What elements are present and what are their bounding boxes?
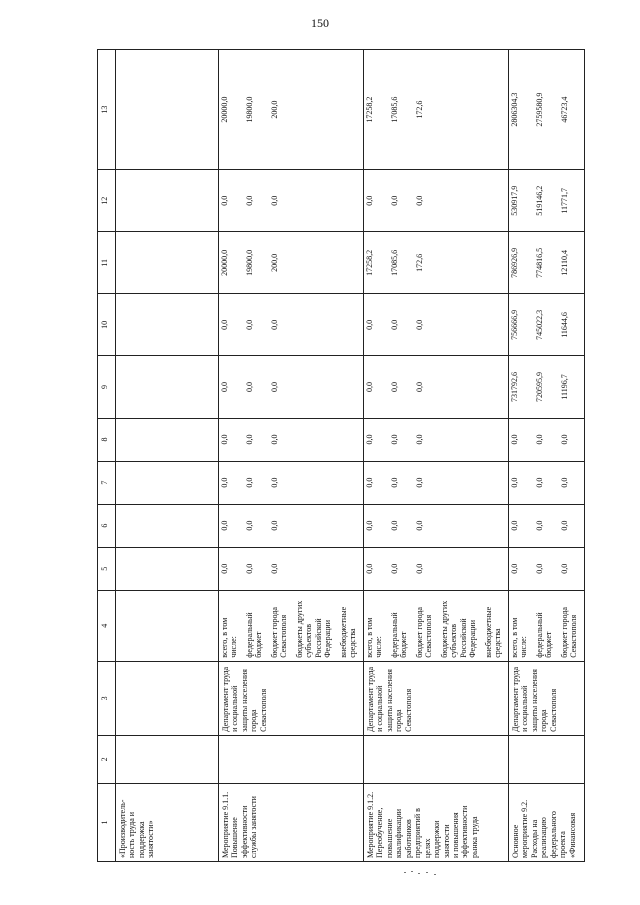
- amount-value: 0,0: [415, 319, 424, 330]
- amount-value: 0,0: [390, 319, 399, 330]
- amount-value: [294, 505, 338, 547]
- amount-value: 0,0: [270, 434, 279, 445]
- amount-value: [483, 356, 508, 417]
- amount-value: 0,0: [270, 319, 279, 330]
- amount-value: [116, 50, 132, 169]
- value-cell: [219, 356, 364, 418]
- column-header: 4: [98, 590, 116, 661]
- column-header: 13: [98, 50, 116, 170]
- value-cell: [364, 50, 509, 170]
- amount-value: 0,0: [365, 195, 374, 206]
- column-header: 3: [98, 661, 116, 735]
- amount-value: 0,0: [365, 434, 374, 445]
- funding-source-label: бюджеты других субъектов Российской Федерации: [295, 600, 333, 658]
- amount-value: 0,0: [390, 195, 399, 206]
- value-cell: [219, 232, 364, 294]
- executor-cell: Департамент труда и социальной защиты населения города Севастополя: [364, 661, 509, 735]
- amount-value: [338, 356, 363, 417]
- amount-value: 12110,4: [560, 250, 569, 276]
- value-cell: [509, 418, 585, 461]
- amount-value: 0,0: [560, 563, 569, 574]
- column-header: 6: [98, 504, 116, 547]
- funding-source-label: внебюджетные средства: [339, 606, 358, 658]
- amount-value: 0,0: [245, 319, 254, 330]
- amount-value: [439, 548, 483, 590]
- amount-value: 0,0: [510, 477, 519, 488]
- amount-value: [116, 356, 132, 417]
- funding-source-cell: [116, 590, 219, 661]
- amount-value: 17258,2: [365, 249, 374, 276]
- column-2-cell: [364, 735, 509, 783]
- value-cell: [509, 461, 585, 504]
- amount-value: 774816,5: [535, 247, 544, 278]
- amount-value: 11644,6: [560, 312, 569, 338]
- amount-value: 0,0: [510, 434, 519, 445]
- amount-value: 0,0: [510, 520, 519, 531]
- value-cell: [116, 170, 219, 232]
- amount-value: 0,0: [270, 195, 279, 206]
- amount-value: 0,0: [415, 381, 424, 392]
- value-cell: [509, 356, 585, 418]
- amount-value: [338, 232, 363, 293]
- amount-value: 0,0: [245, 477, 254, 488]
- column-header: 7: [98, 461, 116, 504]
- amount-value: 0,0: [220, 381, 229, 392]
- amount-value: 0,0: [245, 520, 254, 531]
- scan-artifact: [404, 870, 444, 876]
- amount-value: [338, 419, 363, 461]
- amount-value: 0,0: [390, 563, 399, 574]
- amount-value: [439, 294, 483, 355]
- funding-source-label: внебюджетные средства: [484, 606, 503, 658]
- header-row: [98, 50, 116, 862]
- table-row: [509, 50, 585, 862]
- amount-value: 172,6: [415, 253, 424, 272]
- value-cell: [364, 232, 509, 294]
- amount-value: 0,0: [220, 563, 229, 574]
- amount-value: [294, 232, 338, 293]
- activity-name-cell: Мероприятие 9.1.1. Повышение эффективности службы занятости: [219, 783, 364, 861]
- amount-value: 0,0: [560, 477, 569, 488]
- column-2-cell: [509, 735, 585, 783]
- amount-value: [338, 294, 363, 355]
- amount-value: [294, 462, 338, 504]
- amount-value: [294, 356, 338, 417]
- amount-value: 19800,0: [245, 96, 254, 123]
- amount-value: 0,0: [415, 563, 424, 574]
- amount-value: 0,0: [245, 563, 254, 574]
- amount-value: 720595,9: [535, 371, 544, 402]
- column-header: 10: [98, 294, 116, 356]
- amount-value: [439, 356, 483, 417]
- value-cell: [509, 294, 585, 356]
- column-header: 1: [98, 783, 116, 861]
- amount-value: 200,0: [270, 100, 279, 119]
- amount-value: 745022,3: [535, 309, 544, 340]
- amount-value: [294, 50, 338, 169]
- column-header: 5: [98, 547, 116, 590]
- funding-source-label: федеральный бюджет: [245, 612, 264, 658]
- table-row: [116, 50, 219, 862]
- executor-cell: [116, 661, 219, 735]
- funding-source-label: федеральный бюджет: [390, 612, 409, 658]
- amount-value: 0,0: [560, 434, 569, 445]
- funding-source-label: бюджет города Севастополя: [560, 607, 579, 658]
- amount-value: 46723,4: [560, 96, 569, 123]
- amount-value: 0,0: [270, 520, 279, 531]
- amount-value: 0,0: [415, 434, 424, 445]
- amount-value: 0,0: [365, 319, 374, 330]
- value-cell: [364, 170, 509, 232]
- amount-value: 0,0: [415, 520, 424, 531]
- amount-value: [116, 548, 132, 590]
- amount-value: [116, 462, 132, 504]
- value-cell: [219, 170, 364, 232]
- amount-value: [338, 462, 363, 504]
- value-cell: [219, 547, 364, 590]
- value-cell: [116, 294, 219, 356]
- value-cell: [509, 504, 585, 547]
- amount-value: 0,0: [365, 477, 374, 488]
- amount-value: 0,0: [535, 434, 544, 445]
- value-cell: [116, 504, 219, 547]
- column-2-cell: [116, 735, 219, 783]
- amount-value: [338, 50, 363, 169]
- amount-value: [338, 170, 363, 231]
- executor-cell: Департамент труда и социальной защиты населения города Севастополя: [219, 661, 364, 735]
- amount-value: [294, 548, 338, 590]
- amount-value: [483, 462, 508, 504]
- amount-value: 0,0: [220, 195, 229, 206]
- column-header: 11: [98, 232, 116, 294]
- amount-value: [439, 170, 483, 231]
- value-cell: [116, 418, 219, 461]
- amount-value: [294, 419, 338, 461]
- amount-value: [439, 505, 483, 547]
- column-header: 8: [98, 418, 116, 461]
- amount-value: 11196,7: [560, 374, 569, 400]
- amount-value: 0,0: [415, 195, 424, 206]
- rotated-table-area: [97, 49, 579, 862]
- value-cell: [116, 356, 219, 418]
- column-header: 9: [98, 356, 116, 418]
- funding-source-label: всего, в том числе:: [365, 617, 384, 658]
- amount-value: 0,0: [270, 477, 279, 488]
- amount-value: [483, 505, 508, 547]
- amount-value: 519146,2: [535, 185, 544, 216]
- amount-value: 731792,6: [510, 371, 519, 402]
- funding-source-label: всего, в том числе:: [220, 617, 239, 658]
- value-cell: [219, 294, 364, 356]
- amount-value: 0,0: [535, 477, 544, 488]
- value-cell: [219, 504, 364, 547]
- amount-value: [338, 505, 363, 547]
- rotated-table-wrapper: [97, 49, 579, 862]
- amount-value: [116, 505, 132, 547]
- amount-value: 17085,6: [390, 96, 399, 123]
- amount-value: [116, 170, 132, 231]
- value-cell: [219, 461, 364, 504]
- activity-name-cell: «Производитель- ность труда и поддержка занятости»: [116, 783, 219, 861]
- amount-value: [483, 548, 508, 590]
- amount-value: [483, 232, 508, 293]
- value-cell: [219, 418, 364, 461]
- amount-value: [439, 232, 483, 293]
- amount-value: 0,0: [535, 563, 544, 574]
- executor-cell: Департамент труда и социальной защиты населения города Севастополя: [509, 661, 585, 735]
- value-cell: [116, 232, 219, 294]
- amount-value: 172,6: [415, 100, 424, 119]
- value-cell: [364, 547, 509, 590]
- value-cell: [364, 461, 509, 504]
- amount-value: [116, 232, 132, 293]
- amount-value: [294, 294, 338, 355]
- amount-value: [116, 294, 132, 355]
- amount-value: [294, 170, 338, 231]
- amount-value: 0,0: [220, 434, 229, 445]
- funding-source-cell: [509, 590, 585, 661]
- page-number: 150: [311, 16, 329, 30]
- amount-value: 0,0: [365, 563, 374, 574]
- table-body: [116, 50, 585, 862]
- value-cell: [116, 547, 219, 590]
- funding-source-label: бюджет города Севастополя: [270, 607, 289, 658]
- amount-value: 0,0: [510, 563, 519, 574]
- value-cell: [509, 170, 585, 232]
- amount-value: 0,0: [220, 319, 229, 330]
- table-row: [364, 50, 509, 862]
- funding-source-cell: [219, 590, 364, 661]
- amount-value: 530917,9: [510, 185, 519, 216]
- amount-value: 0,0: [390, 381, 399, 392]
- amount-value: 0,0: [220, 477, 229, 488]
- column-2-cell: [219, 735, 364, 783]
- amount-value: 2759580,9: [535, 92, 544, 127]
- amount-value: 0,0: [390, 434, 399, 445]
- budget-table: [97, 49, 585, 862]
- value-cell: [364, 356, 509, 418]
- amount-value: [338, 548, 363, 590]
- amount-value: [116, 419, 132, 461]
- amount-value: [483, 50, 508, 169]
- amount-value: [483, 170, 508, 231]
- amount-value: [483, 419, 508, 461]
- amount-value: 200,0: [270, 253, 279, 272]
- amount-value: 0,0: [220, 520, 229, 531]
- funding-source-cell: [364, 590, 509, 661]
- funding-source-label: [116, 591, 132, 661]
- value-cell: [509, 547, 585, 590]
- amount-value: 0,0: [365, 520, 374, 531]
- amount-value: 0,0: [270, 381, 279, 392]
- amount-value: [439, 419, 483, 461]
- amount-value: [439, 50, 483, 169]
- value-cell: [364, 294, 509, 356]
- activity-name-cell: Мероприятие 9.1.2. Переобучение, повышение квалификации работников предприятий в целях поддержки занятости и повышения эффективности рынка труда: [364, 783, 509, 861]
- amount-value: 0,0: [390, 477, 399, 488]
- value-cell: [364, 418, 509, 461]
- amount-value: 0,0: [415, 477, 424, 488]
- amount-value: 0,0: [560, 520, 569, 531]
- value-cell: [219, 50, 364, 170]
- amount-value: 11771,7: [560, 187, 569, 214]
- table-row: [219, 50, 364, 862]
- amount-value: 2806304,3: [510, 92, 519, 127]
- value-cell: [364, 504, 509, 547]
- amount-value: 17085,6: [390, 249, 399, 276]
- amount-value: 0,0: [245, 195, 254, 206]
- amount-value: 20000,0: [220, 249, 229, 276]
- column-header: 2: [98, 735, 116, 783]
- amount-value: [439, 462, 483, 504]
- value-cell: [509, 50, 585, 170]
- amount-value: 0,0: [390, 520, 399, 531]
- amount-value: 0,0: [245, 381, 254, 392]
- amount-value: 0,0: [270, 563, 279, 574]
- value-cell: [116, 461, 219, 504]
- funding-source-label: федеральный бюджет: [535, 612, 554, 658]
- amount-value: 756666,9: [510, 309, 519, 340]
- amount-value: 0,0: [365, 381, 374, 392]
- funding-source-label: бюджет города Севастополя: [415, 607, 434, 658]
- amount-value: 786926,9: [510, 247, 519, 278]
- amount-value: 19800,0: [245, 249, 254, 276]
- activity-name-cell: Основное мероприятие 9.2. Расходы на реализацию федерального проекта «Финансовая: [509, 783, 585, 861]
- amount-value: 17258,2: [365, 96, 374, 123]
- amount-value: 0,0: [245, 434, 254, 445]
- amount-value: 0,0: [535, 520, 544, 531]
- value-cell: [509, 232, 585, 294]
- column-header: 12: [98, 170, 116, 232]
- value-cell: [116, 50, 219, 170]
- amount-value: [483, 294, 508, 355]
- funding-source-label: бюджеты других субъектов Российской Федерации: [440, 600, 478, 658]
- amount-value: 20000,0: [220, 96, 229, 123]
- funding-source-label: всего, в том числе:: [510, 617, 529, 658]
